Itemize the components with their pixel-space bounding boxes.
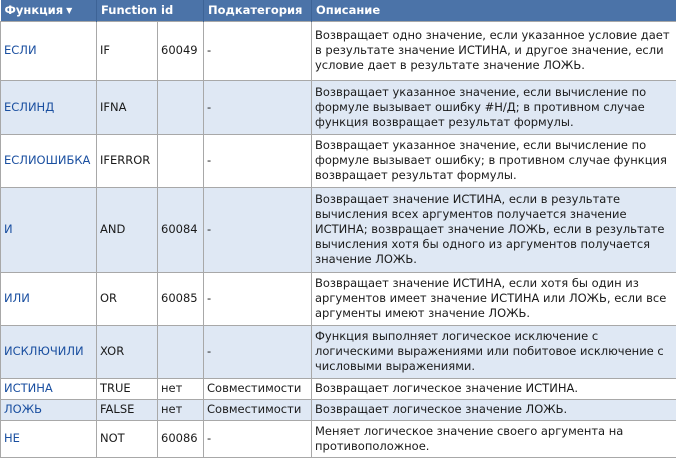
function-code: IF [97, 21, 158, 80]
table-row [1, 378, 676, 399]
subcategory: - [204, 134, 312, 187]
description: Меняет логическое значение своего аргумента на противоположное. [312, 420, 676, 457]
subcategory: - [204, 325, 312, 378]
subcategory: - [204, 80, 312, 134]
function-code: TRUE [97, 378, 158, 399]
col-header-function[interactable] [1, 0, 97, 21]
col-header-function-label: Функция [4, 3, 64, 18]
description: Возвращает одно значение, если указанное условие дает в результате значение ИСТИНА, и другое значение, если условие дает в результате значение ЛОЖЬ. [312, 21, 676, 80]
table-row [1, 187, 676, 272]
table-row [1, 325, 676, 378]
sort-dropdown-icon[interactable]: ▼ [66, 6, 73, 16]
function-id: 60084 [158, 187, 204, 272]
description: Возвращает логическое значение ИСТИНА. [312, 378, 676, 399]
table-row [1, 272, 676, 325]
function-code: OR [97, 272, 158, 325]
function-name[interactable]: ЛОЖЬ [1, 399, 97, 420]
table-row [1, 399, 676, 420]
description: Возвращает указанное значение, если вычисление по формуле вызывает ошибку; в противном случае функция возвращает результат формулы. [312, 134, 676, 187]
subcategory: - [204, 272, 312, 325]
function-code: IFNA [97, 80, 158, 134]
function-name[interactable]: ЕСЛИ [1, 21, 97, 80]
table-row [1, 420, 676, 457]
function-name[interactable]: НЕ [1, 420, 97, 457]
table-row [1, 134, 676, 187]
function-id: нет [158, 399, 204, 420]
function-name[interactable]: ИЛИ [1, 272, 97, 325]
function-code: IFERROR [97, 134, 158, 187]
description: Возвращает значение ИСТИНА, если хотя бы один из аргументов имеет значение ИСТИНА или ЛОЖЬ, если все аргументы имеют значение ЛОЖЬ. [312, 272, 676, 325]
function-id: 60085 [158, 272, 204, 325]
subcategory: Совместимости [204, 399, 312, 420]
function-id: 60049 [158, 21, 204, 80]
function-name[interactable]: ЕСЛИНД [1, 80, 97, 134]
col-header-function-id: Function id [97, 0, 204, 21]
description: Возвращает логическое значение ЛОЖЬ. [312, 399, 676, 420]
function-code: AND [97, 187, 158, 272]
function-id [158, 325, 204, 378]
subcategory: - [204, 420, 312, 457]
description: Возвращает значение ИСТИНА, если в результате вычисления всех аргументов получается значение ИСТИНА; возвращает значение ЛОЖЬ, если в результате вычисления хотя бы одного из аргументов получается значение ЛОЖЬ. [312, 187, 676, 272]
col-header-subcategory: Подкатегория [204, 0, 312, 21]
table-row [1, 21, 676, 80]
description: Возвращает указанное значение, если вычисление по формуле вызывает ошибку #Н/Д; в противном случае функция возвращает результат формулы. [312, 80, 676, 134]
subcategory: Совместимости [204, 378, 312, 399]
function-code: NOT [97, 420, 158, 457]
function-id [158, 80, 204, 134]
function-id: 60086 [158, 420, 204, 457]
description: Функция выполняет логическое исключение с логическими выражениями или побитовое исключение с числовыми выражениями. [312, 325, 676, 378]
function-name[interactable]: И [1, 187, 97, 272]
subcategory: - [204, 187, 312, 272]
col-header-description: Описание [312, 0, 676, 21]
function-id [158, 134, 204, 187]
function-code: FALSE [97, 399, 158, 420]
function-name[interactable]: ИСТИНА [1, 378, 97, 399]
header-row [1, 0, 676, 21]
function-id: нет [158, 378, 204, 399]
table-row [1, 80, 676, 134]
subcategory: - [204, 21, 312, 80]
function-name[interactable]: ИСКЛЮЧИЛИ [1, 325, 97, 378]
function-code: XOR [97, 325, 158, 378]
function-name[interactable]: ЕСЛИОШИБКА [1, 134, 97, 187]
